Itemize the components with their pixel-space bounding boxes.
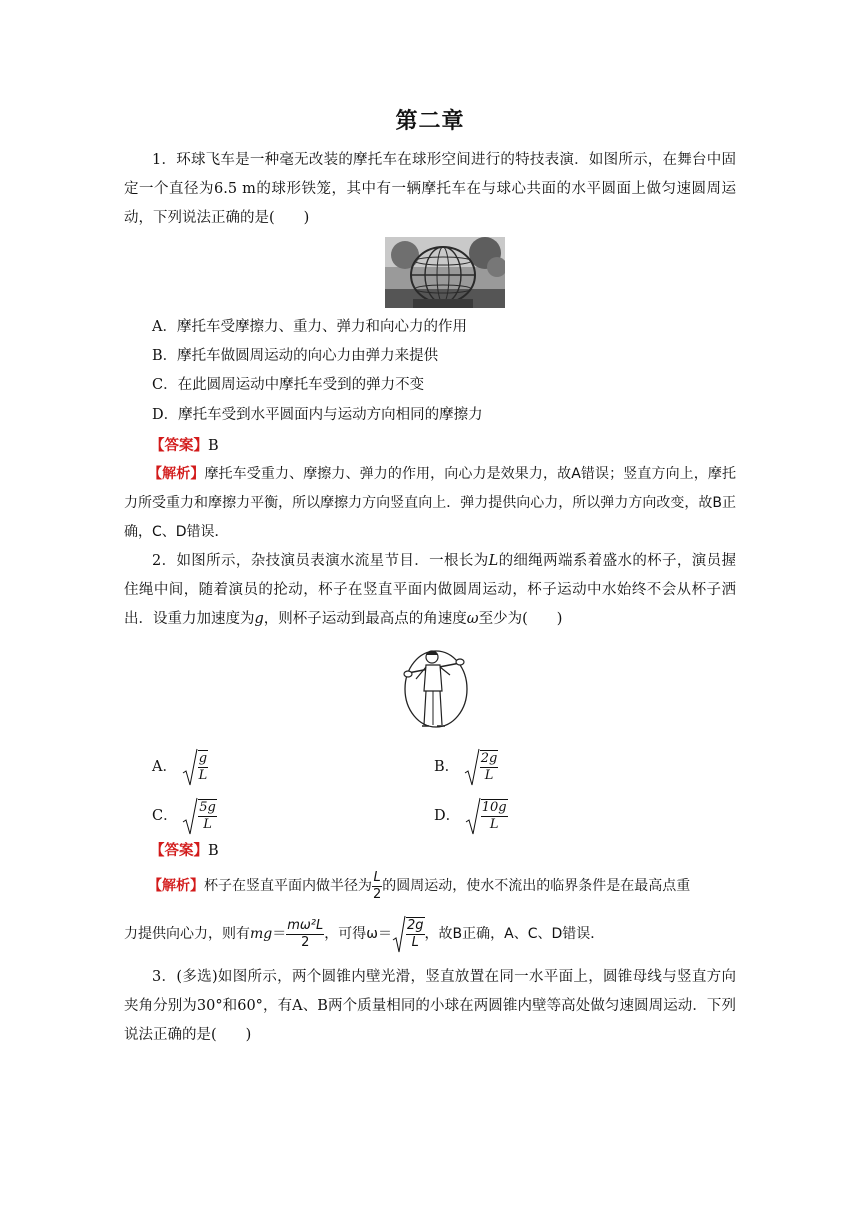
analysis-text: ，故B正确，A、C、D错误． [424,926,605,942]
sqrt-sign-icon [182,796,198,836]
chapter-title: 第二章 [395,109,465,134]
fraction [406,917,425,951]
fraction-radius [372,870,382,903]
denominator: 2 [373,886,382,902]
analysis-text: 杯子在竖直平面内做半径为 [204,878,372,894]
numerator: 10g [481,800,507,815]
q2-analysis-line-2 [124,914,744,954]
var-g: g [254,611,264,627]
numerator: g [198,751,208,766]
sqrt-sign-icon [465,796,481,836]
denominator: 2 [301,934,310,950]
analysis-tag: 【解析】 [148,466,205,482]
var-omega: ω [466,611,479,627]
sqrt-expression [464,747,499,787]
sqrt-expression [465,796,508,836]
answer-tag: 【答案】 [150,843,208,859]
denominator: L [411,935,419,950]
numerator: 2g [480,751,498,766]
question-2-text [124,547,736,634]
q1-analysis [124,460,736,547]
choice-label: A． [152,759,177,775]
denominator: L [484,768,494,783]
equals-sign: ＝ [272,926,287,942]
q2-choice-b [434,747,498,787]
fraction [198,750,209,784]
numerator: 2g [407,918,424,933]
var-mg: mg [250,926,273,942]
choice-label: C． [152,808,178,824]
q2-text-part: 的细绳两端系着盛水的杯子，演员握住绳中间，随着演员的抡动，杯子在竖直平面内做圆周运动，杯子运动中水始终不会从杯子洒出．设重力加速度为 [124,553,736,627]
q2-choice-d [434,796,508,836]
sqrt-expression [392,914,425,954]
numerator: mω²L [287,917,324,933]
question-1-text: 1．环球飞车是一种毫无改装的摩托车在球形空间进行的特技表演．如图所示，在舞台中固定一个直径为6.5 m的球形铁笼，其中有一辆摩托车在与球心共面的水平圆面上做匀速圆周运动，下列说法正确的是( ) [124,152,736,226]
q2-choice-c [152,796,217,836]
q1-answer [150,435,219,457]
sqrt-expression [182,747,209,787]
sqrt-sign-icon [392,914,406,954]
analysis-tag: 【解析】 [148,878,204,894]
q1-option-b: B．摩托车做圆周运动的向心力由弹力来提供 [152,348,439,364]
fraction [481,799,508,833]
q2-text-part: ，则杯子运动到最高点的角速度 [263,611,467,627]
analysis-text: ，可得ω＝ [324,926,392,942]
sqrt-expression [182,796,217,836]
denominator: L [203,817,212,832]
numerator: L [373,869,381,885]
q2-analysis-line-1 [124,868,744,904]
q1-option-c: C．在此圆周运动中摩托车受到的弹力不变 [152,377,425,393]
question-3-text: 3．(多选)如图所示，两个圆锥内壁光滑，竖直放置在同一水平面上，圆锥母线与竖直方向夹角分别为30°和60°，有A、B两个质量相同的小球在两圆锥内壁等高处做匀速圆周运动．下列说法正确的是( ) [124,969,736,1043]
analysis-text: 力提供向心力，则有 [124,926,250,942]
q1-option-a: A．摩托车受摩擦力、重力、弹力和向心力的作用 [152,319,467,335]
q1-option-d: D．摩托车受到水平圆面内与运动方向相同的摩擦力 [152,407,483,423]
q2-answer [150,840,219,862]
q2-text-part: 至少为( ) [478,611,563,627]
answer-value: B [208,438,219,454]
analysis-text: 的圆周运动，使水不流出的临界条件是在最高点重 [382,878,691,894]
fraction-force [286,918,324,951]
q2-text-part: 2．如图所示，杂技演员表演水流星节目．一根长为 [152,553,489,569]
globe-of-death-photo [385,237,505,308]
numerator: 5g [199,800,216,815]
q2-choice-a [152,747,208,787]
sqrt-sign-icon [182,747,198,787]
fraction [198,799,217,833]
denominator: L [489,817,499,832]
choice-label: D． [434,808,461,824]
sqrt-sign-icon [464,747,480,787]
denominator: L [198,768,208,783]
answer-tag: 【答案】 [150,438,208,454]
water-meteor-performer-figure [402,645,472,738]
choice-label: B． [434,759,460,775]
answer-value: B [208,843,219,859]
analysis-text: 摩托车受重力、摩擦力、弹力的作用，向心力是效果力，故A错误；竖直方向上，摩托力所受重力和摩擦力平衡，所以摩擦力方向竖直向上．弹力提供向心力，所以弹力方向改变，故B正确，C、D错误． [124,466,737,540]
fraction [480,750,499,784]
var-l: L [488,553,499,569]
